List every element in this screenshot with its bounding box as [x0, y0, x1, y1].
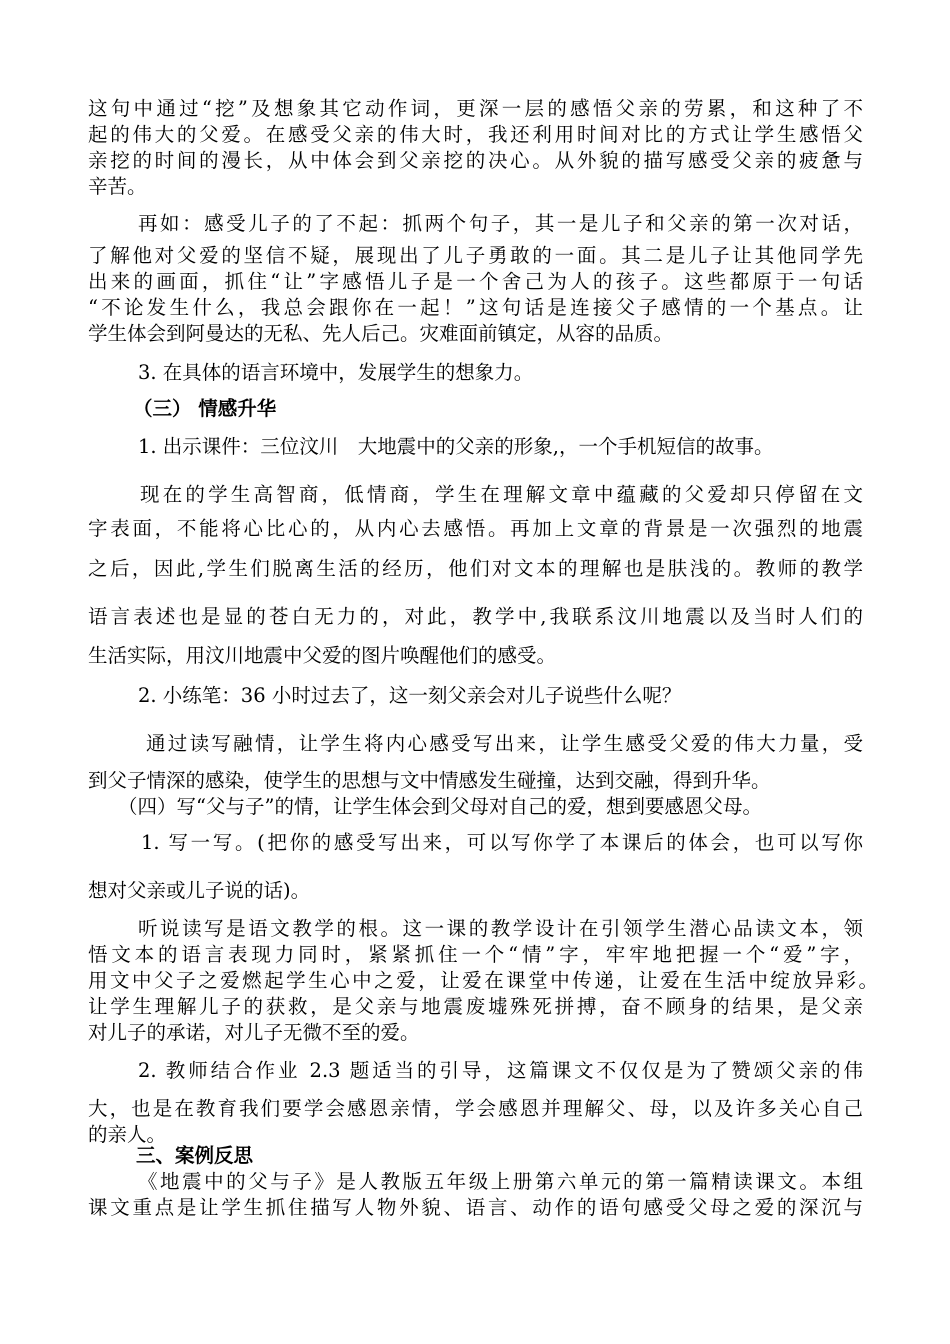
text-line: 现在的学生高智商，低情商，学生在理解文章中蕴藏的父爱却只停留在文	[140, 483, 863, 506]
text-line: 《地震中的父与子》是人教版五年级上册第六单元的第一篇精读课文。本组	[138, 1170, 863, 1193]
text-line: 2. 教师结合作业 2.3 题适当的引导，这篇课文不仅仅是为了赞颂父亲的伟	[138, 1059, 863, 1082]
text-line: “不论发生什么，我总会跟你在一起！”这句话是连接父子感情的一个基点。让	[88, 296, 863, 319]
text-line: 通过读写融情，让学生将内心感受写出来，让学生感受父爱的伟大力量，受	[146, 732, 863, 755]
text-line: 出来的画面，抓住“让”字感悟儿子是一个舍己为人的孩子。这些都原于一句话	[88, 270, 863, 293]
text-line: 大，也是在教育我们要学会感恩亲情，学会感恩并理解父、母，以及许多关心自己	[88, 1097, 863, 1120]
text-line: 学生体会到阿曼达的无私、先人后己。灾难面前镇定，从容的品质。	[88, 322, 674, 345]
section-heading: （三） 情感升华	[133, 397, 277, 420]
text-line: 用文中父子之爱燃起学生心中之爱，让爱在课堂中传递，让爱在生活中绽放异彩。	[88, 969, 878, 992]
text-line: 亲挖的时间的漫长，从中体会到父亲挖的决心。从外貌的描写感受父亲的疲惫与	[88, 149, 863, 172]
text-line: 起的伟大的父爱。在感受父亲的伟大时，我还利用时间对比的方式让学生感悟父	[88, 123, 863, 146]
text-line: 这句中通过“挖”及想象其它动作词，更深一层的感悟父亲的劳累，和这种了不	[88, 97, 863, 120]
text-line: 语言表述也是显的苍白无力的，对此，教学中,我联系汶川地震以及当时人们的	[88, 605, 863, 628]
text-line: 字表面，不能将心比心的，从内心去感悟。再加上文章的背景是一次强烈的地震	[88, 517, 863, 540]
text-line: 1. 写一写。(把你的感受写出来，可以写你学了本课后的体会，也可以写你	[141, 831, 863, 854]
text-line: 悟文本的语言表现力同时，紧紧抓住一个“情”字，牢牢地把握一个“爱”字，	[88, 943, 863, 966]
text-line: 生活实际，用汶川地震中父爱的图片唤醒他们的感受。	[88, 644, 557, 667]
text-line: 到父子情深的感染，使学生的思想与文中情感发生碰撞，达到交融，得到升华。	[88, 769, 771, 792]
text-line: 对儿子的承诺，对儿子无微不至的爱。	[88, 1021, 420, 1044]
text-line: 的亲人。	[88, 1123, 167, 1146]
text-line: 再如：感受儿子的了不起：抓两个句子，其一是儿子和父亲的第一次对话，	[138, 212, 863, 235]
text-line: 2. 小练笔：36 小时过去了，这一刻父亲会对儿子说些什么呢？	[138, 684, 682, 707]
text-line: 想对父亲或儿子说的话)。	[88, 879, 311, 902]
text-line: 听说读写是语文教学的根。这一课的教学设计在引领学生潜心品读文本，领	[138, 917, 863, 940]
text-line: 之后，因此,学生们脱离生活的经历，他们对文本的理解也是肤浅的。教师的教学	[88, 557, 863, 580]
text-line: 辛苦。	[88, 175, 147, 198]
text-line: （四）写“父与子”的情，让学生体会到父母对自己的爱，想到要感恩父母。	[118, 795, 762, 818]
text-line: 3. 在具体的语言环境中，发展学生的想象力。	[138, 361, 534, 384]
text-line: 1. 出示课件：三位汶川 大地震中的父亲的形象,，一个手机短信的故事。	[138, 435, 774, 458]
text-line: 了解他对父爱的坚信不疑，展现出了儿子勇敢的一面。其二是儿子让其他同学先	[88, 244, 863, 267]
text-line: 课文重点是让学生抓住描写人物外貌、语言、动作的语句感受父母之爱的深沉与	[88, 1196, 863, 1219]
text-line: 让学生理解儿子的获救，是父亲与地震废墟殊死拼搏，奋不顾身的结果，是父亲	[88, 995, 863, 1018]
section-heading: 三、案例反思	[136, 1144, 254, 1167]
